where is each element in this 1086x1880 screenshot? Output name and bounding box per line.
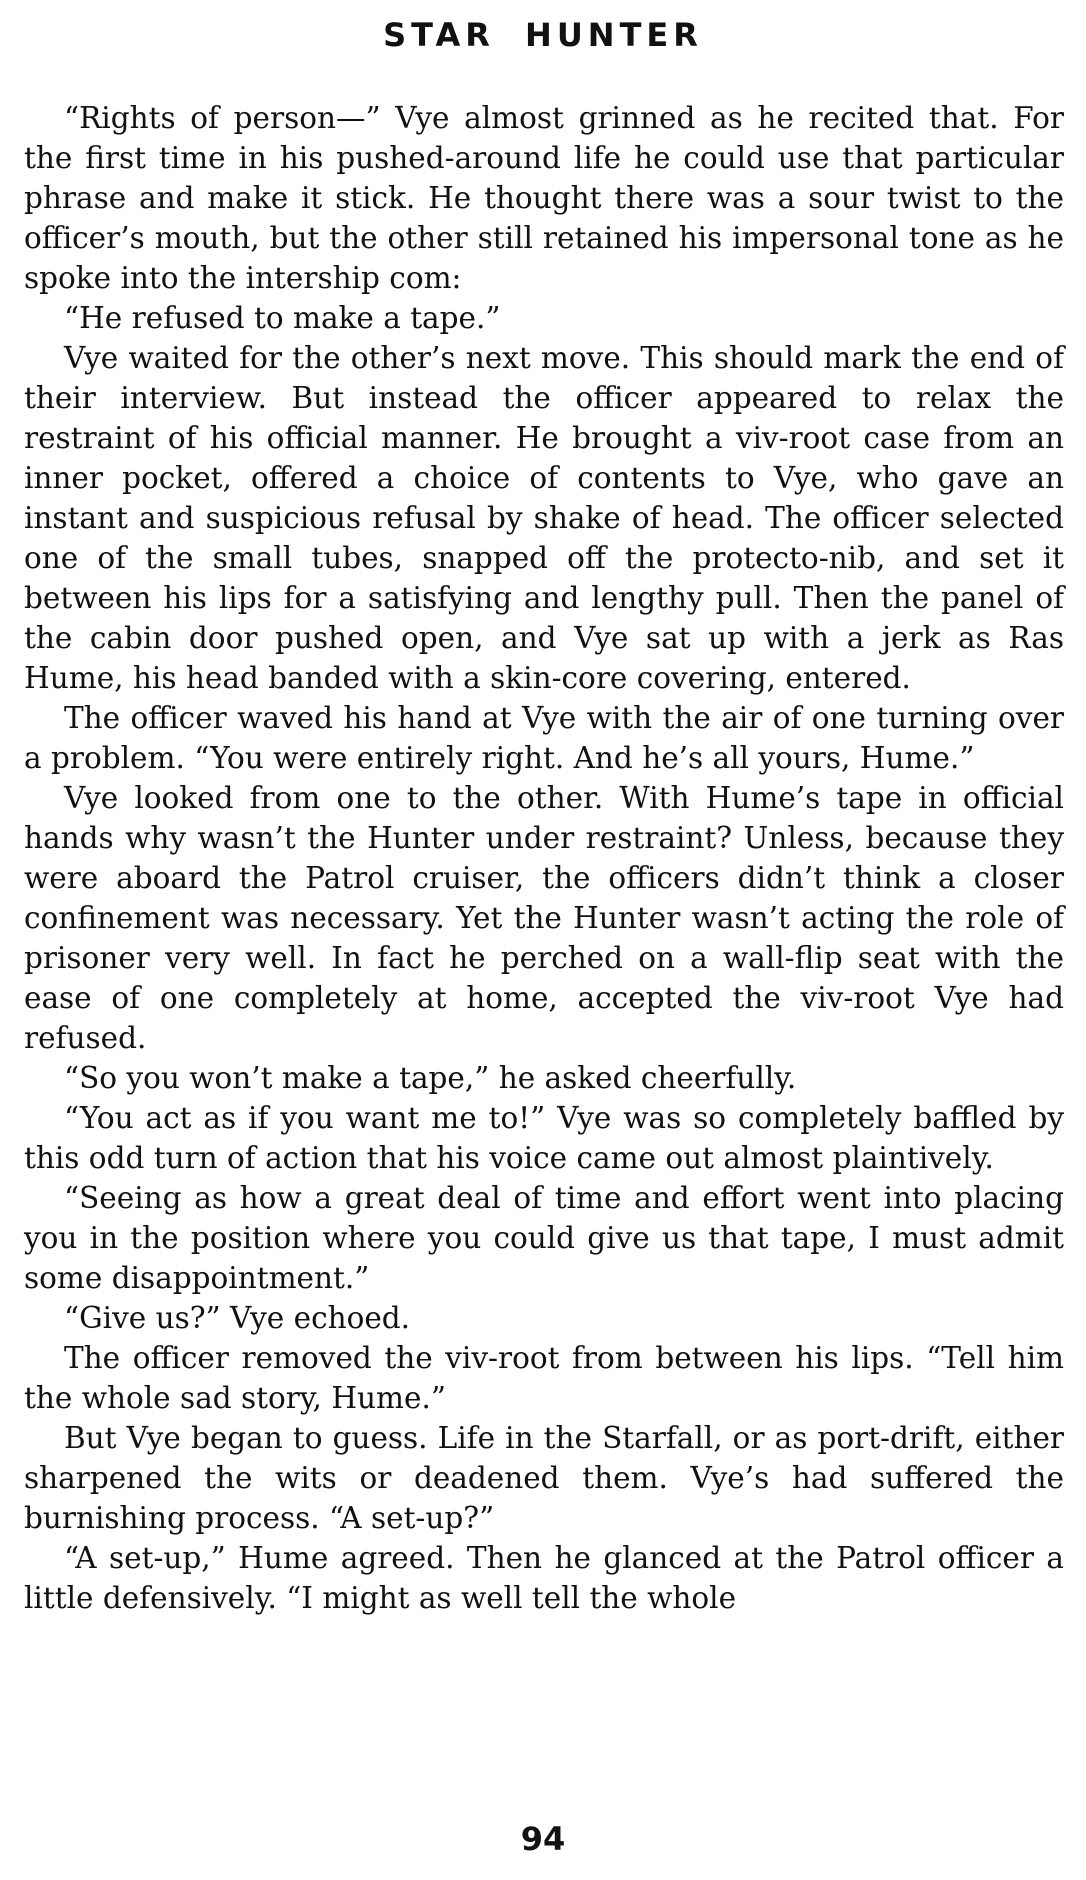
paragraph: The officer waved his hand at Vye with the air of one turning over a problem. “You were entirely right. And he’s all yours, Hume.” [24, 701, 1064, 775]
paragraph: “A set-up,” Hume agreed. Then he glanced at the Patrol officer a little defensively. “I might as well tell the whole [24, 1541, 1064, 1615]
paragraph: “So you won’t make a tape,” he asked cheerfully. [64, 1061, 797, 1095]
paragraph: The officer removed the viv-root from between his lips. “Tell him the whole sad story, Hume.” [24, 1341, 1064, 1415]
paragraph: But Vye began to guess. Life in the Starfall, or as port-drift, either sharpened the wits or deadened them. Vye’s had suffered the burnishing process. “A set-up?” [24, 1421, 1064, 1535]
body-text [24, 98, 1064, 1618]
running-head: STAR HUNTER [383, 16, 703, 54]
paragraph: “Seeing as how a great deal of time and effort went into placing you in the position where you could give us that tape, I must admit some disappointment.” [24, 1181, 1064, 1295]
paragraph: “Rights of person—” Vye almost grinned as he recited that. For the first time in his pushed-around life he could use that particular phrase and make it stick. He thought there was a sour twist to the officer’s mouth, but the other still retained his impersonal tone as he spoke into the intership com: [24, 101, 1064, 295]
paragraph: Vye looked from one to the other. With Hume’s tape in official hands why wasn’t the Hunter under restraint? Unless, because they were aboard the Patrol cruiser, the officers didn’t think a closer confinement was necessary. Yet the Hunter wasn’t acting the role of prisoner very well. In fact he perched on a wall-flip seat with the ease of one completely at home, accepted the viv-root Vye had refused. [24, 781, 1064, 1055]
paragraph: “You act as if you want me to!” Vye was so completely baffled by this odd turn of action that his voice came out almost plaintively. [24, 1101, 1064, 1175]
paragraph: “Give us?” Vye echoed. [64, 1301, 411, 1335]
paragraph: “He refused to make a tape.” [64, 301, 501, 335]
paragraph: Vye waited for the other’s next move. This should mark the end of their interview. But instead the officer appeared to relax the restraint of his official manner. He brought a viv-root case from an inner pocket, offered a choice of contents to Vye, who gave an instant and suspicious refusal by shake of head. The officer selected one of the small tubes, snapped off the protecto-nib, and set it between his lips for a satisfying and lengthy pull. Then the panel of the cabin door pushed open, and Vye sat up with a jerk as Ras Hume, his head banded with a skin-core covering, entered. [24, 341, 1064, 695]
page-number: 94 [520, 1820, 566, 1858]
